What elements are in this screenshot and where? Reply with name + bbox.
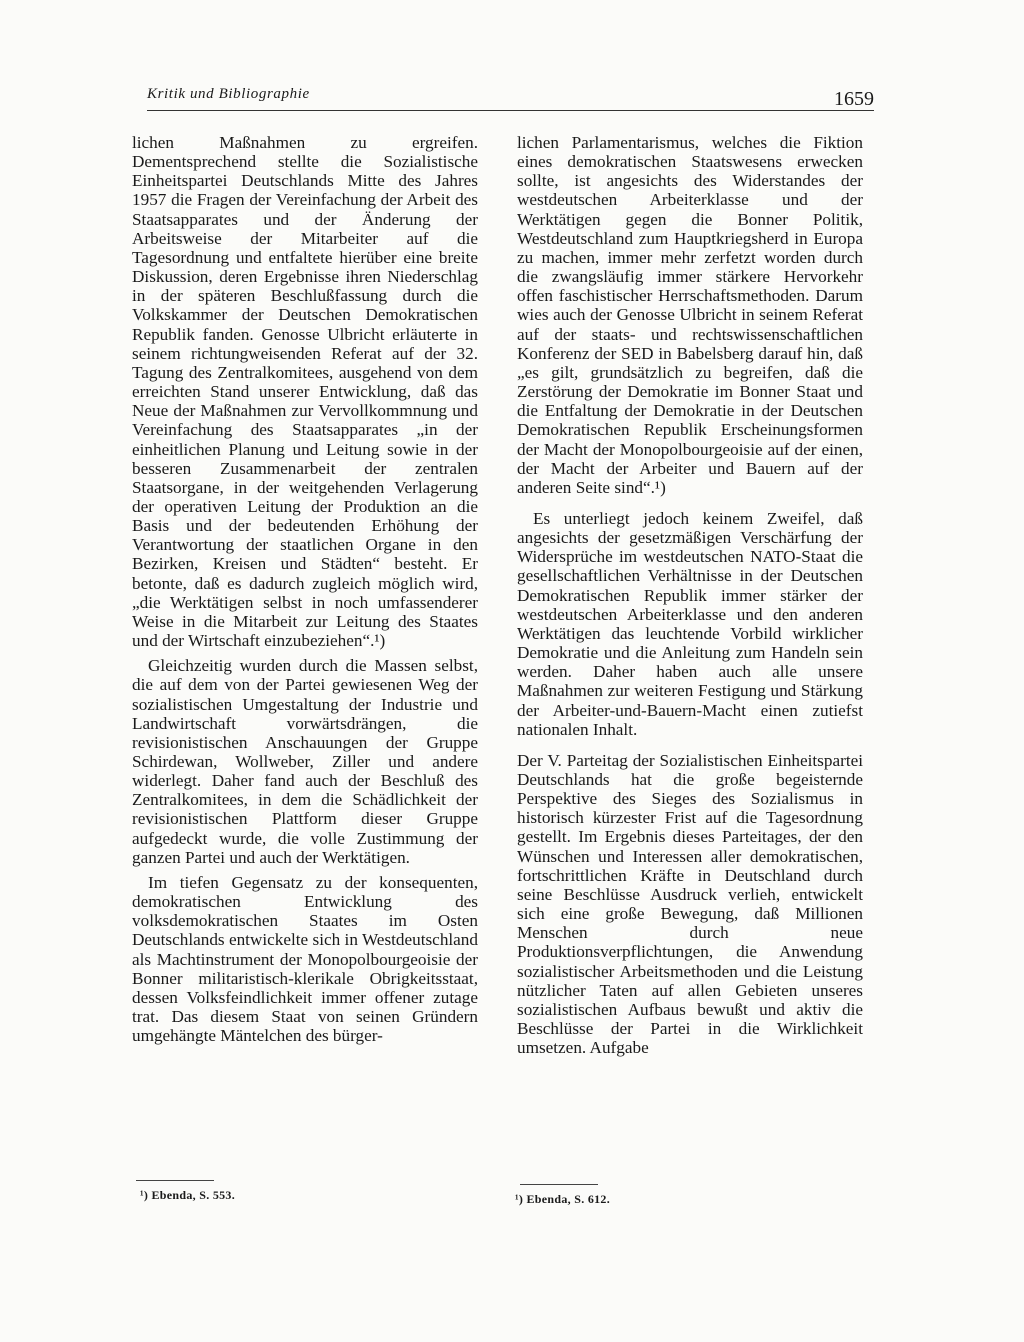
left-paragraph-1: lichen Maßnahmen zu ergreifen. Dementsprechend stellte die Sozialistische Einheitspartei Deutschlands Mitte des Jahres 1957 die Fragen der Vereinfachung der Arbeit des Staatsapparates und der Änderung der Arbeitsweise der Mitarbeiter auf die Tagesordnung und entfaltete hierüber eine breite Diskussion, deren Ergebnisse ihren Niederschlag in der späteren Beschlußfassung durch die Volkskammer der Deutschen Demokratischen Republik fanden. Genosse Ulbricht erläuterte in seinem richtungweisenden Referat auf der 32. Tagung des Zentralkomitees, ausgehend von dem erreichten Stand unserer Entwicklung, daß das Neue der Maßnahmen zur Vervollkommnung und Vereinfachung des Staatsapparates „in der einheitlichen Planung und Leitung sowie in der besseren Zusammenarbeit der zentralen Staatsorgane, in der weitgehenden Verlagerung der operativen Leitung der Produktion an die Basis und der bedeutenden Erhöhung der Verantwortung der staatlichen Organe in den Bezirken, Kreisen und Städten“ besteht. Er betonte, daß es dadurch zugleich möglich wird, „die Werktätigen selbst in noch umfassenderer Weise in die Mitarbeit zur Leitung des Staates und der Wirtschaft einzubeziehen“.¹) [132,133,478,651]
left-paragraph-3: Im tiefen Gegensatz zu der konsequenten, demokratischen Entwicklung des volksdemokratischen Staates im Osten Deutschlands entwickelte sich in Westdeutschland als Machtinstrument der Monopolbourgeoisie der Bonner militaristisch-klerikale Obrigkeitsstaat, dessen Volksfeindlichkeit immer offener zutage trat. Das diesem Staat von seinen Gründern umgehängte Mäntelchen des bürger- [132,872,478,1046]
left-column [132,133,478,1045]
right-footnote-rule [520,1184,598,1185]
page-header [147,82,874,112]
left-footnote-rule [136,1180,214,1181]
left-footnote: ¹) Ebenda, S. 553. [140,1188,236,1202]
running-head: Kritik und Bibliographie [147,86,310,102]
page-number: 1659 [834,88,874,110]
right-paragraph-3: Der V. Parteitag der Sozialistischen Einheitspartei Deutschlands hat die große begeisternde Perspektive des Sieges des Sozialismus in historisch kürzester Frist auf die Tagesordnung gestellt. Im Ergebnis dieses Parteitages, der den Wünschen und Interessen aller demokratischen, fortschrittlichen Kräfte in Deutschland durch seine Beschlüsse Ausdruck verlieh, entwickelt sich eine große Bewegung, daß Millionen Menschen durch neue Produktionsverpflichtungen, die Anwendung sozialistischer Arbeitsmethoden und die Leistung nützlicher Taten auf allen Gebieten unseres sozialistischen Aufbaus bewußt und aktiv die Beschlüsse der Partei in die Wirklichkeit umsetzen. Aufgabe [517,750,863,1058]
right-column [517,133,863,1057]
right-footnote: ¹) Ebenda, S. 612. [515,1192,611,1206]
right-paragraph-2: Es unterliegt jedoch keinem Zweifel, daß angesichts der gesetzmäßigen Verschärfung der Widersprüche im westdeutschen NATO-Staat die gesellschaftlichen Verhältnisse in der Deutschen Demokratischen Republik immer stärker der westdeutschen Arbeiterklasse und den anderen Werktätigen das leuchtende Vorbild wirklicher Demokratie und die Anleitung zum Handeln sein werden. Daher haben auch alle unsere Maßnahmen zur weiteren Festigung und Stärkung der Arbeiter-und-Bauern-Macht einen zutiefst nationalen Inhalt. [517,508,863,739]
header-rule [147,110,874,111]
left-paragraph-2: Gleichzeitig wurden durch die Massen selbst, die auf dem von der Partei gewiesenen Weg der sozialistischen Umgestaltung der Industrie und Landwirtschaft vorwärtsdrängen, die revisionistischen Anschauungen der Gruppe Schirdewan, Wollweber, Ziller und andere widerlegt. Daher fand auch der Beschluß des Zentralkomitees, in dem die Schädlichkeit der revisionistischen Plattform dieser Gruppe aufgedeckt wurde, die volle Zustimmung der ganzen Partei und auch der Werktätigen. [132,656,478,867]
right-paragraph-1: lichen Parlamentarismus, welches die Fiktion eines demokratischen Staatswesens erwecken sollte, ist angesichts des Widerstandes der westdeutschen Arbeiterklasse und der Werktätigen gegen die Bonner Politik, Westdeutschland zum Hauptkriegsherd in Europa zu machen, immer mehr zerfetzt worden durch die zwangsläufig immer stärkere Hervorkehr offen faschistischer Herrschaftsmethoden. Darum wies auch der Genosse Ulbricht in seinem Referat auf der staats- und rechtswissenschaftlichen Konferenz der SED in Babelsberg darauf hin, daß „es gilt, grundsätzlich zu begreifen, daß die Zerstörung der Demokratie im Bonner Staat und die Entfaltung der Demokratie in der Deutschen Demokratischen Republik Erscheinungsformen der Macht der Monopolbourgeoisie auf der einen, der Macht der Arbeiter und Bauern auf der anderen Seite sind“.¹) [517,133,863,497]
